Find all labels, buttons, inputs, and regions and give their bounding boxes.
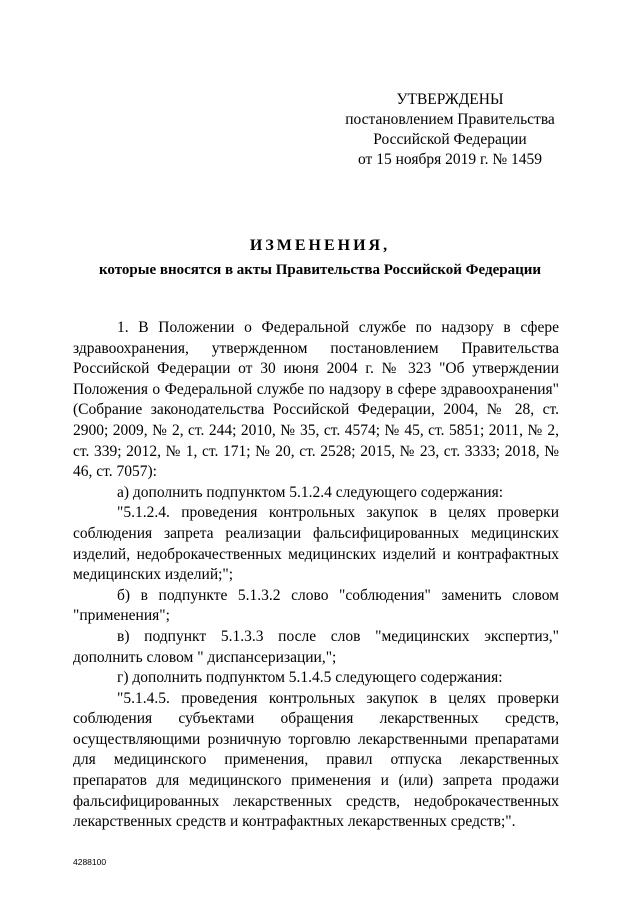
paragraph-quote-5-1-4-5: "5.1.4.5. проведения контрольных закупок в целях проверки соблюдения субъектами обращения лекарственных средств, осуществляющими розничную торговлю лекарственными препаратами для медицинского применения, правил отпуска лекарственных препаратов для медицинского применения и (или) запрета продажи фальсифицированных лекарственных средств, недоброкачественных лекарственных средств и контрафактных лекарственных средств;".	[73, 689, 559, 831]
approval-line-resolution: постановлением Правительства	[345, 111, 555, 128]
approval-line-date-number: от 15 ноября 2019 г. № 1459	[358, 151, 542, 168]
approval-heading: УТВЕРЖДЕНЫ	[396, 91, 504, 108]
document-title: ИЗМЕНЕНИЯ,	[249, 237, 391, 254]
document-code: 4288100	[73, 857, 107, 867]
document-body	[73, 318, 559, 833]
document-subtitle: которые вносятся в акты Правительства Российской Федерации	[98, 262, 542, 278]
paragraph-subitem-g: г) дополнить подпунктом 5.1.4.5 следующего содержания:	[117, 669, 503, 687]
paragraph-subitem-a: а) дополнить подпунктом 5.1.2.4 следующего содержания:	[117, 483, 504, 501]
paragraph-item-1: 1. В Положении о Федеральной службе по надзору в сфере здравоохранения, утвержденном постановлением Правительства Российской Федерации от 30 июня 2004 г. № 323 "Об утверждении Положения о Федеральной службе по надзору в сфере здравоохранения" (Собрание законодательства Российской Федерации, 2004, № 28, ст. 2900; 2009, № 2, ст. 244; 2010, № 35, ст. 4574; № 45, ст. 5851; 2011, № 2, ст. 339; 2012, № 1, ст. 171; № 20, ст. 2528; 2015, № 23, ст. 3333; 2018, № 46, ст. 7057):	[73, 319, 559, 481]
paragraph-quote-5-1-2-4: "5.1.2.4. проведения контрольных закупок в целях проверки соблюдения запрета реализации фальсифицированных медицинских изделий, недоброкачественных медицинских изделий и контрафактных медицинских изделий;";	[73, 504, 559, 584]
paragraph-subitem-v: в) подпункт 5.1.3.3 после слов "медицинских экспертиз," дополнить словом " диспансеризации,";	[73, 627, 559, 666]
approval-line-government: Российской Федерации	[373, 131, 527, 148]
paragraph-subitem-b: б) в подпункте 5.1.3.2 слово "соблюдения" заменить словом "применения";	[73, 586, 559, 625]
approval-block	[330, 90, 570, 170]
